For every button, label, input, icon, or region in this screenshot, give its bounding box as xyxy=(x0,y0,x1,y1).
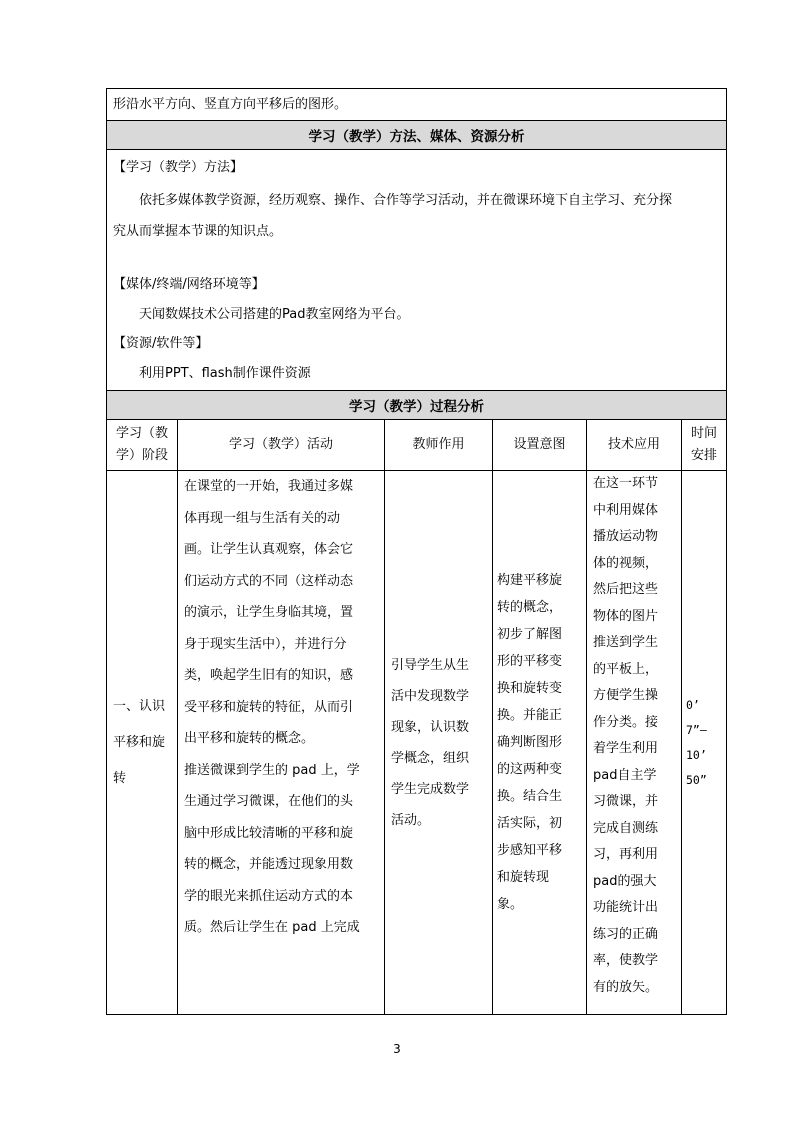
header-stage-line: 学习（教 xyxy=(115,426,168,441)
teacher-line: 活中发现数学 xyxy=(391,688,470,704)
intent-line: 活实际，初 xyxy=(497,816,563,831)
tech-line: 物体的图片 xyxy=(593,608,659,624)
time-line: 50” xyxy=(686,772,707,787)
tech-line: 练习的正确 xyxy=(593,926,659,942)
method-text: 依托多媒体教学资源，经历观察、操作、合作等学习活动，并在微课环境下自主学习、充分探 xyxy=(139,193,673,208)
time-line: 7”– xyxy=(686,722,707,737)
activity-line: 转的概念，并能透过现象用数 xyxy=(184,857,354,872)
activity-line: 身于现实生活中），并进行分 xyxy=(184,636,347,652)
activity-line: 画。让学生认真观察，体会它 xyxy=(184,542,354,557)
tech-line: 然后把这些 xyxy=(593,582,659,597)
intent-line: 确判断图形 xyxy=(497,735,563,750)
tech-line: 率，使教学 xyxy=(593,953,659,968)
tech-cell xyxy=(587,471,682,1015)
resource-label: 【资源/软件等】 xyxy=(113,336,209,351)
media-text: 天闻数媒技术公司搭建的Pad教室网络为平台。 xyxy=(139,307,410,322)
intent-line: 换。并能正 xyxy=(497,708,563,723)
header-time-line: 安排 xyxy=(691,448,718,463)
method-text-cont: 究从而掌握本节课的知识点。 xyxy=(113,224,283,239)
media-label: 【媒体/终端/网络环境等】 xyxy=(113,277,265,292)
header-time xyxy=(682,420,727,471)
intent-line: 换。结合生 xyxy=(497,789,563,804)
section-heading-methods xyxy=(107,121,727,150)
tech-line: 习，再利用 xyxy=(593,847,659,862)
header-intent: 设置意图 xyxy=(493,420,587,471)
teacher-line: 活动。 xyxy=(391,812,431,828)
table-header-row xyxy=(107,420,727,471)
section-heading-text: 学习（教学）方法、媒体、资源分析 xyxy=(308,129,525,145)
section-heading-text: 学习（教学）过程分析 xyxy=(349,399,485,415)
tech-line: 作分类。接 xyxy=(593,714,659,730)
intent-line: 构建平移旋 xyxy=(497,573,563,588)
tech-line: 中利用媒体 xyxy=(593,502,659,518)
header-activity: 学习（教学）活动 xyxy=(178,420,385,471)
header-time-line: 时间 xyxy=(691,426,718,441)
time-line: 0’ xyxy=(686,697,700,712)
intent-line: 和旋转现 xyxy=(497,870,550,885)
tech-line: 完成自测练 xyxy=(593,820,659,836)
intent-line: 步感知平移 xyxy=(497,843,563,858)
intent-line: 形的平移变 xyxy=(497,654,563,669)
activity-line: 质。然后让学生在 pad 上完成 xyxy=(184,920,360,935)
tech-line: 习微课，并 xyxy=(593,794,659,809)
intent-line: 转的概念， xyxy=(497,600,563,615)
teacher-role-cell xyxy=(385,471,493,1015)
activity-line: 类，唤起学生旧有的知识，感 xyxy=(184,668,354,683)
tech-line: 在这一环节 xyxy=(593,476,659,491)
time-cell xyxy=(682,471,727,1015)
intent-line: 的这两种变 xyxy=(497,762,563,777)
intent-line: 换和旋转变 xyxy=(497,681,563,696)
tech-line: pad的强大 xyxy=(593,873,657,889)
activity-line: 体再现一组与生活有关的动 xyxy=(184,510,341,526)
time-line: 10’ xyxy=(686,747,707,762)
activity-line: 在课堂的一开始，我通过多媒 xyxy=(184,479,354,494)
teacher-line: 学概念，组织 xyxy=(391,750,470,766)
tech-line: 体的视频， xyxy=(593,555,659,571)
table-row xyxy=(107,471,727,1015)
activity-line: 出平移和旋转的概念。 xyxy=(184,731,315,746)
intent-cell xyxy=(493,471,587,1015)
stage-line: 平移和旋 xyxy=(113,734,166,750)
section-heading-process xyxy=(107,391,727,420)
activity-line: 推送微课到学生的 pad 上，学 xyxy=(184,762,360,778)
header-teacher-role: 教师作用 xyxy=(385,420,493,471)
header-stage-line: 学）阶段 xyxy=(115,448,168,463)
activity-cell xyxy=(178,471,385,1015)
method-label: 【学习（教学）方法】 xyxy=(113,160,244,175)
continued-text: 形沿水平方向、竖直方向平移后的图形。 xyxy=(113,97,348,112)
methods-content-cell xyxy=(107,150,727,391)
activity-line: 受平移和旋转的特征，从而引 xyxy=(184,699,354,715)
document-table-area xyxy=(106,88,726,1015)
header-tech: 技术应用 xyxy=(587,420,682,471)
stage-line: 转 xyxy=(113,770,127,786)
activity-line: 的演示，让学生身临其境，置 xyxy=(184,605,354,620)
tech-line: 播放运动物 xyxy=(593,529,659,544)
activity-line: 脑中形成比较清晰的平移和旋 xyxy=(184,825,354,841)
intent-line: 象。 xyxy=(497,897,524,912)
tech-line: 着学生利用 xyxy=(593,741,659,756)
activity-line: 生通过学习微课，在他们的头 xyxy=(184,794,354,809)
teacher-line: 引导学生从生 xyxy=(391,657,470,673)
page-number: 3 xyxy=(393,1042,401,1056)
teacher-line: 学生完成数学 xyxy=(391,781,470,797)
header-stage xyxy=(107,420,178,471)
tech-line: 方便学生操 xyxy=(593,688,659,703)
tech-line: 推送到学生 xyxy=(593,635,659,650)
activity-line: 学的眼光来抓住运动方式的本 xyxy=(184,888,354,904)
continued-text-row xyxy=(107,89,727,121)
tech-line: 功能统计出 xyxy=(593,900,659,915)
resource-text: 利用PPT、flash制作课件资源 xyxy=(139,366,311,381)
activity-line: 们运动方式的不同（这样动态 xyxy=(184,573,354,589)
teacher-line: 现象，认识数 xyxy=(391,719,470,735)
tech-line: 的平板上， xyxy=(593,661,659,677)
stage-line: 一、认识 xyxy=(113,698,166,714)
lesson-plan-table xyxy=(106,88,727,1015)
tech-line: 有的放矢。 xyxy=(593,979,659,995)
intent-line: 初步了解图 xyxy=(497,627,563,642)
stage-cell xyxy=(107,471,178,1015)
tech-line: pad自主学 xyxy=(593,767,657,783)
